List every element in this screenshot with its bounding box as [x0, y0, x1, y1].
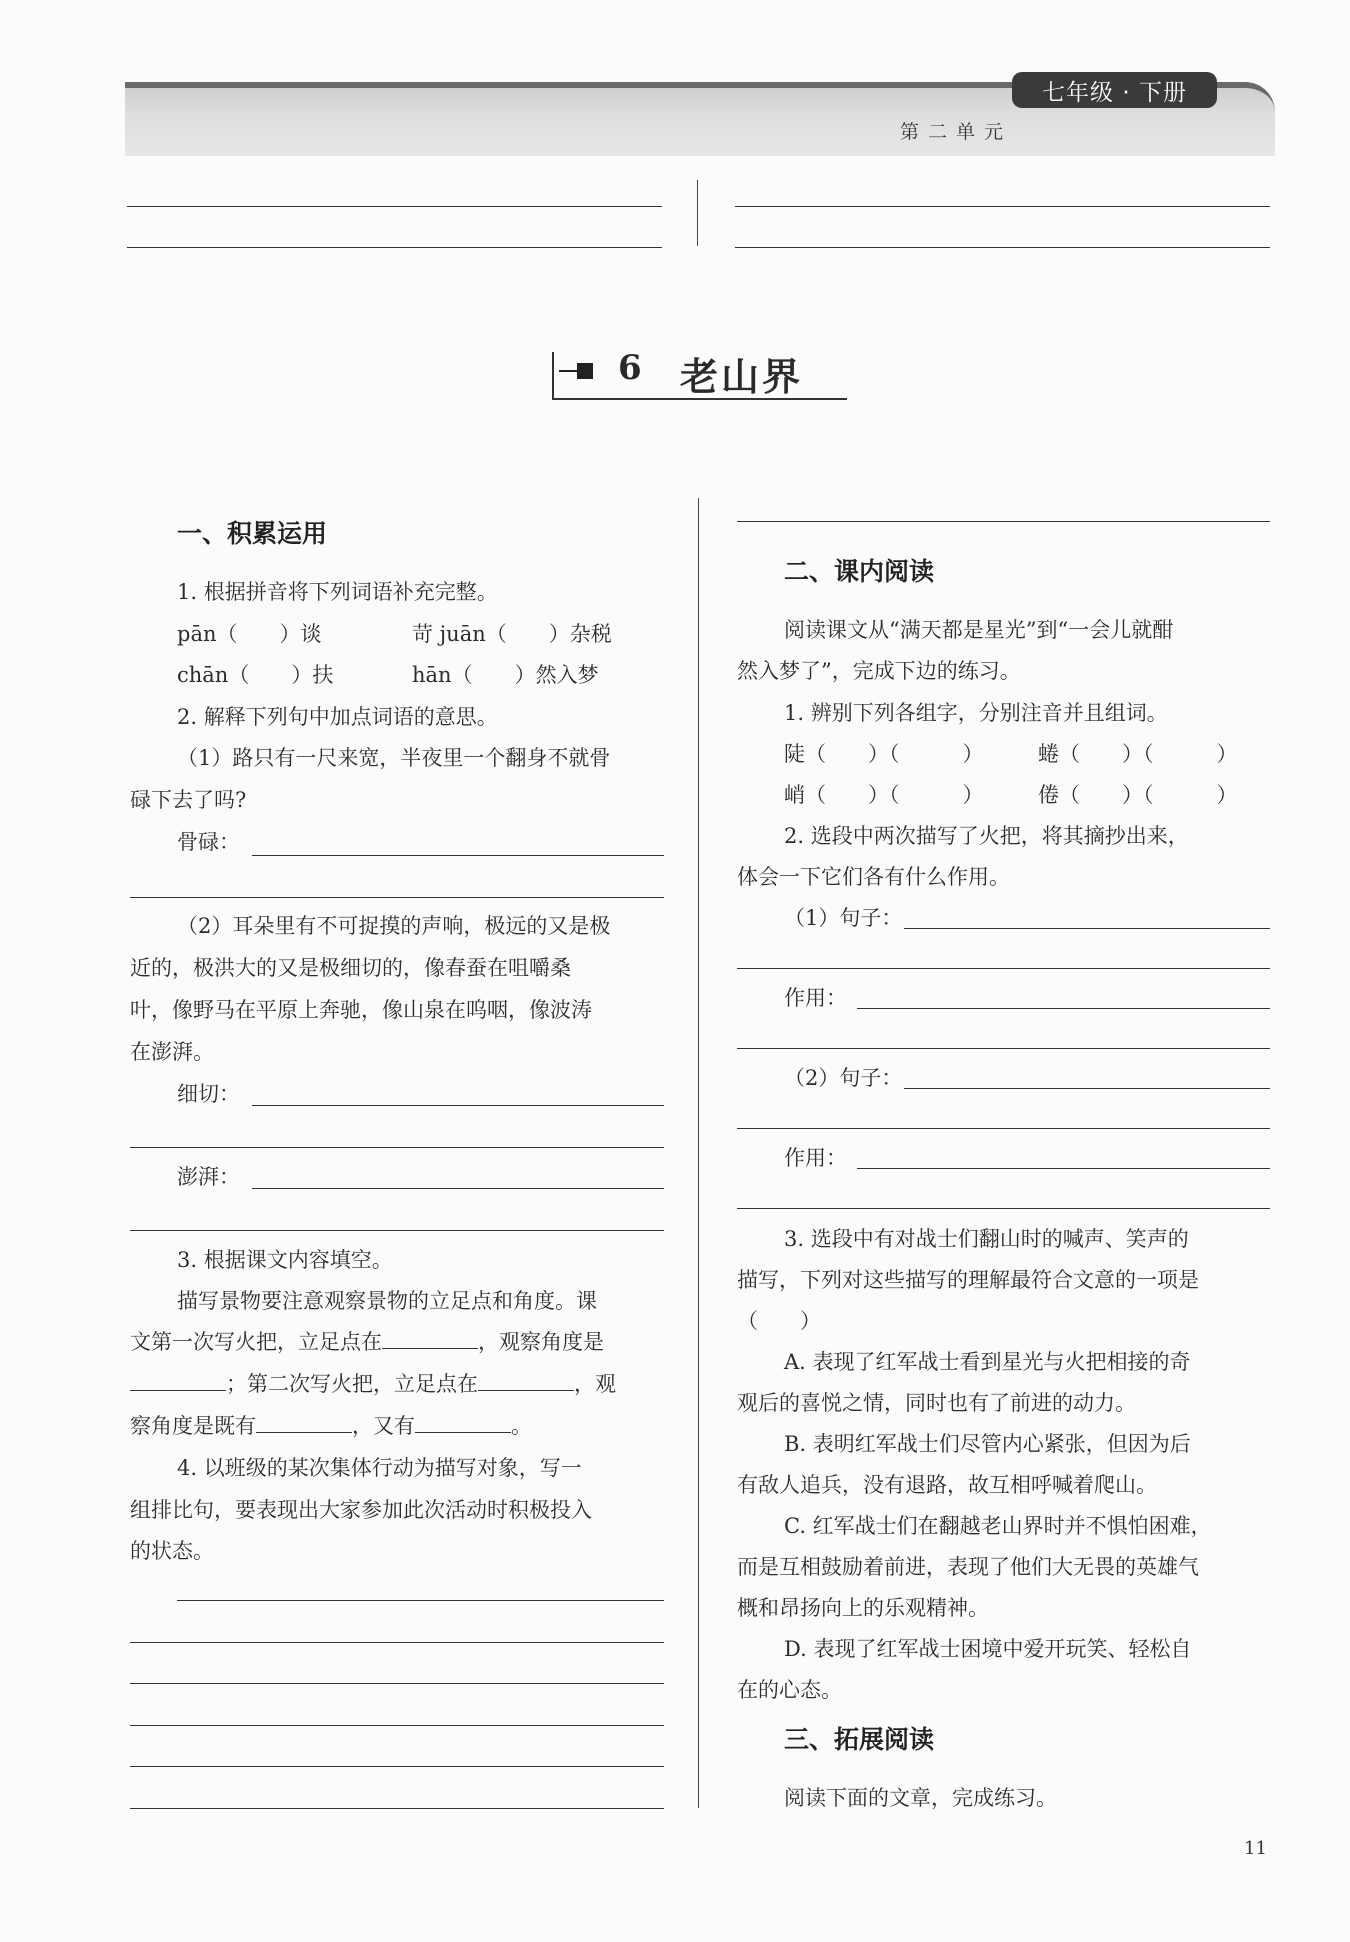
answer-line	[904, 1088, 1270, 1089]
paragraph-text: 阅读课文从“满天都是星光”到“一会儿就酣	[784, 618, 1174, 642]
option-c-cont: 概和昂扬向上的乐观精神。	[737, 1596, 989, 1620]
answer-line	[737, 521, 1270, 522]
option-a[interactable]: A. 表现了红军战士看到星光与火把相接的奇	[784, 1350, 1191, 1374]
answer-label: 作用：	[784, 1146, 847, 1170]
page-number: 11	[1244, 1838, 1267, 1859]
answer-label: 作用：	[784, 986, 847, 1010]
answer-line	[130, 1725, 664, 1726]
answer-line	[127, 247, 662, 248]
pinyin-item: pān（ ）谈	[177, 622, 322, 646]
option-d[interactable]: D. 表现了红军战士困境中爱开玩笑、轻松自	[784, 1637, 1192, 1661]
answer-line	[130, 1808, 664, 1809]
term-label: 澎湃：	[177, 1165, 240, 1189]
section-title-extended-reading: 三、拓展阅读	[784, 1725, 935, 1754]
answer-line	[252, 855, 664, 856]
unit-label: 第二单元	[900, 121, 1013, 143]
column-divider	[697, 180, 698, 246]
sentence-text: 近的，极洪大的又是极细切的，像春蚕在咀嚼桑	[130, 956, 571, 980]
fill-blank-line: 文第一次写火把，立足点在 ，观察角度是	[130, 1322, 604, 1363]
answer-line	[130, 1766, 664, 1767]
paragraph-text: 体会一下它们各有什么作用。	[737, 865, 1010, 889]
answer-line	[737, 1048, 1270, 1049]
blank[interactable]	[382, 1324, 478, 1349]
char-item: 陡（ ）（ ）	[784, 742, 984, 766]
pinyin-item: 苛 juān（ ）杂税	[412, 622, 612, 646]
answer-line	[252, 1188, 664, 1189]
sentence-text: 碌下去了吗?	[130, 788, 247, 812]
paragraph-text: 然入梦了”，完成下边的练习。	[737, 659, 1021, 683]
answer-line	[127, 206, 662, 207]
sentence-text: （1）路只有一尺来宽，半夜里一个翻身不就骨	[177, 746, 611, 770]
answer-line	[735, 247, 1270, 248]
option-c-cont: 而是互相鼓励着前进，表现了他们大无畏的英雄气	[737, 1555, 1199, 1579]
answer-line	[735, 206, 1270, 207]
column-divider	[698, 498, 699, 1808]
answer-label: （1）句子：	[784, 906, 903, 930]
question-4: 4. 以班级的某次集体行动为描写对象，写一	[177, 1456, 582, 1480]
answer-line	[130, 1642, 664, 1643]
question-2: 2. 解释下列句中加点词语的意思。	[177, 705, 498, 729]
option-a-cont: 观后的喜悦之情，同时也有了前进的动力。	[737, 1391, 1136, 1415]
title-bullet-icon	[577, 363, 593, 379]
char-item: 蜷（ ）（ ）	[1038, 742, 1238, 766]
sentence-text: （2）耳朵里有不可捉摸的声响，极远的又是极	[177, 914, 611, 938]
answer-label: （2）句子：	[784, 1066, 903, 1090]
answer-line	[737, 1128, 1270, 1129]
grade-tag: 七年级 · 下册	[1012, 72, 1217, 108]
paragraph-text: 描写，下列对这些描写的理解最符合文意的一项是	[737, 1268, 1199, 1292]
section-title-accumulation: 一、积累运用	[177, 519, 328, 548]
answer-line	[130, 897, 664, 898]
option-c[interactable]: C. 红军战士们在翻越老山界时并不惧怕困难，	[784, 1514, 1212, 1538]
answer-line	[130, 1230, 664, 1231]
answer-line	[177, 1600, 664, 1601]
pinyin-item: chān（ ）扶	[177, 663, 334, 687]
answer-line	[904, 928, 1270, 929]
question-2: 2. 选段中两次描写了火把，将其摘抄出来，	[784, 824, 1189, 848]
lesson-title: 老山界	[680, 354, 804, 399]
answer-line	[130, 1683, 664, 1684]
term-label: 细切：	[177, 1082, 240, 1106]
paragraph-text: 组排比句，要表现出大家参加此次活动时积极投入	[130, 1498, 592, 1522]
answer-bracket[interactable]: （ ）	[737, 1309, 821, 1333]
fill-blank-line: ；第二次写火把，立足点在 ，观	[130, 1364, 616, 1405]
question-1: 1. 辨别下列各组字，分别注音并且组词。	[784, 701, 1168, 725]
sentence-text: 叶，像野马在平原上奔驰，像山泉在呜咽，像波涛	[130, 998, 592, 1022]
option-b[interactable]: B. 表明红军战士们尽管内心紧张，但因为后	[784, 1432, 1191, 1456]
lesson-number: 6	[618, 348, 642, 388]
answer-line	[857, 1168, 1270, 1169]
blank[interactable]	[415, 1408, 511, 1433]
char-item: 倦（ ）（ ）	[1038, 783, 1238, 807]
answer-line	[737, 1208, 1270, 1209]
pinyin-item: hān（ ）然入梦	[412, 663, 599, 687]
paragraph-text: 的状态。	[130, 1539, 214, 1563]
blank[interactable]	[478, 1366, 574, 1391]
option-b-cont: 有敌人追兵，没有退路，故互相呼喊着爬山。	[737, 1473, 1157, 1497]
sentence-text: 在澎湃。	[130, 1040, 214, 1064]
paragraph-text: 阅读下面的文章，完成练习。	[784, 1786, 1057, 1810]
answer-line	[252, 1105, 664, 1106]
fill-blank-line: 察角度是既有 ，又有 。	[130, 1406, 532, 1447]
blank[interactable]	[130, 1366, 226, 1391]
blank[interactable]	[256, 1408, 352, 1433]
question-3: 3. 选段中有对战士们翻山时的喊声、笑声的	[784, 1227, 1189, 1251]
question-3: 3. 根据课文内容填空。	[177, 1248, 393, 1272]
option-d-cont: 在的心态。	[737, 1678, 842, 1702]
term-label: 骨碌：	[177, 830, 240, 854]
char-item: 峭（ ）（ ）	[784, 783, 984, 807]
paragraph-text: 描写景物要注意观察景物的立足点和角度。课	[177, 1289, 597, 1313]
question-1: 1. 根据拼音将下列词语补充完整。	[177, 580, 498, 604]
answer-line	[130, 1147, 664, 1148]
answer-line	[737, 968, 1270, 969]
section-title-in-class-reading: 二、课内阅读	[784, 557, 935, 586]
answer-line	[857, 1008, 1270, 1009]
